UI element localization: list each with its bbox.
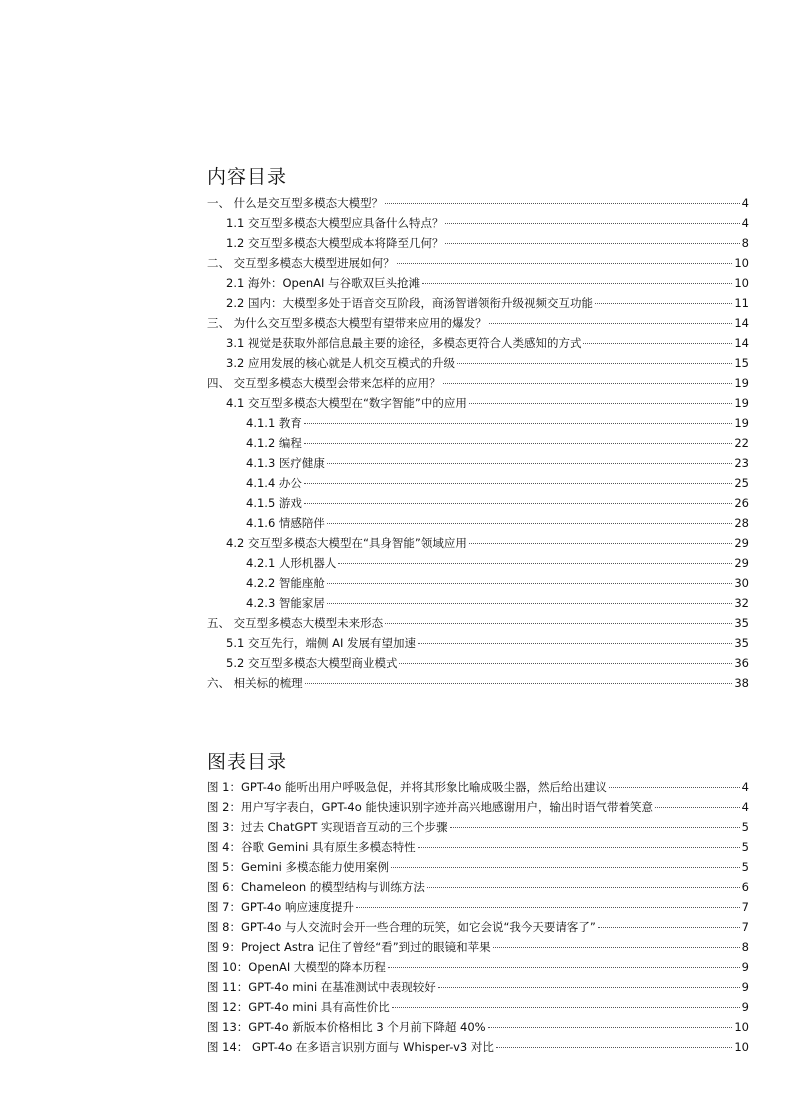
figure-entry[interactable] [207, 877, 749, 897]
toc-entry-page-number: 10 [734, 256, 749, 270]
figure-entry-label: 图 14： GPT-4o 在多语言识别方面与 Whisper-v3 对比 [207, 1040, 494, 1054]
toc-entry-page-number: 32 [734, 596, 749, 610]
figure-entry-label: 图 10：OpenAI 大模型的降本历程 [207, 960, 386, 974]
dot-leader [489, 323, 733, 324]
toc-entry-page-number: 19 [734, 416, 749, 430]
figure-entry[interactable] [207, 917, 749, 937]
dot-leader [469, 543, 733, 544]
figure-entry-page-number: 8 [741, 940, 749, 954]
toc-entry-page-number: 23 [734, 456, 749, 470]
figure-entry-page-number: 9 [741, 960, 749, 974]
toc-entry-page-number: 30 [734, 576, 749, 590]
dot-leader [305, 683, 733, 684]
figure-entry-label: 图 6：Chameleon 的模型结构与训练方法 [207, 880, 425, 894]
toc-entry-label: 4.1.3 医疗健康 [246, 456, 325, 470]
toc-entry[interactable] [207, 213, 749, 233]
toc-entry-label: 3.2 应用发展的核心就是人机交互模式的升级 [226, 356, 455, 370]
figure-entry-label: 图 4：谷歌 Gemini 具有原生多模态特性 [207, 840, 416, 854]
dot-leader [598, 927, 740, 928]
figure-entry-label: 图 12：GPT-4o mini 具有高性价比 [207, 1000, 390, 1014]
dot-leader [457, 363, 732, 364]
toc-entry[interactable] [207, 253, 749, 273]
figure-entry[interactable] [207, 937, 749, 957]
toc-entry-page-number: 4 [741, 216, 749, 230]
dot-leader [422, 283, 732, 284]
figure-entry-label: 图 1：GPT-4o 能听出用户呼吸急促，并将其形象比喻成吸尘器，然后给出建议 [207, 780, 607, 794]
toc-entry[interactable] [207, 453, 749, 473]
figure-list [207, 777, 749, 1057]
dot-leader [327, 583, 732, 584]
figure-entry-page-number: 10 [734, 1040, 749, 1054]
figure-entry-page-number: 4 [741, 780, 749, 794]
toc-entry[interactable] [207, 553, 749, 573]
toc-entry-label: 2.1 海外：OpenAI 与谷歌双巨头抢滩 [226, 276, 421, 290]
dot-leader [304, 423, 732, 424]
toc-entry[interactable] [207, 473, 749, 493]
toc-entry-page-number: 19 [734, 396, 749, 410]
toc-entry-label: 六、 相关标的梳理 [207, 676, 303, 690]
dot-leader [304, 443, 732, 444]
dot-leader [443, 383, 733, 384]
toc-entry-page-number: 19 [734, 376, 749, 390]
toc-entry-label: 一、 什么是交互型多模态大模型？ [207, 196, 384, 210]
figure-entry-page-number: 9 [741, 1000, 749, 1014]
figure-entry[interactable] [207, 897, 749, 917]
toc-entry-label: 5.1 交互先行，端侧 AI 发展有望加速 [226, 636, 417, 650]
dot-leader [385, 203, 740, 204]
figure-entry[interactable] [207, 1037, 749, 1057]
toc-entry[interactable] [207, 633, 749, 653]
figure-entry[interactable] [207, 997, 749, 1017]
toc-entry-label: 5.2 交互型多模态大模型商业模式 [226, 656, 398, 670]
toc-entry-label: 4.2.2 智能座舱 [246, 576, 325, 590]
dot-leader [399, 663, 732, 664]
toc-entry[interactable] [207, 233, 749, 253]
figure-entry-page-number: 5 [741, 820, 749, 834]
toc-entry[interactable] [207, 193, 749, 213]
dot-leader [438, 987, 740, 988]
dot-leader [327, 463, 732, 464]
dot-leader [445, 223, 739, 224]
dot-leader [469, 403, 733, 404]
toc-entry[interactable] [207, 313, 749, 333]
toc-entry-label: 五、 交互型多模态大模型未来形态 [207, 616, 384, 630]
toc-entry-label: 二、 交互型多模态大模型进展如何？ [207, 256, 395, 270]
figure-entry-label: 图 5：Gemini 多模态能力使用案例 [207, 860, 389, 874]
dot-leader [304, 483, 732, 484]
toc-entry[interactable] [207, 513, 749, 533]
figure-entry-label: 图 7：GPT-4o 响应速度提升 [207, 900, 354, 914]
toc-entry[interactable] [207, 273, 749, 293]
toc-entry-label: 4.1.5 游戏 [246, 496, 302, 510]
toc-entry-page-number: 35 [734, 616, 749, 630]
figure-entry[interactable] [207, 797, 749, 817]
toc-entry-label: 4.1.6 情感陪伴 [246, 516, 325, 530]
toc-entry-page-number: 22 [734, 436, 749, 450]
toc-entry-label: 三、 为什么交互型多模态大模型有望带来应用的爆发？ [207, 316, 487, 330]
dot-leader [450, 827, 740, 828]
toc-entry[interactable] [207, 493, 749, 513]
figure-entry[interactable] [207, 777, 749, 797]
dot-leader [418, 847, 740, 848]
dot-leader [392, 1007, 740, 1008]
figure-entry-label: 图 2：用户写字表白，GPT-4o 能快速识别字迹并高兴地感谢用户，输出时语气带着笑意 [207, 800, 653, 814]
toc-entry-label: 2.2 国内：大模型多处于语音交互阶段，商汤智谱领衔升级视频交互功能 [226, 296, 593, 310]
dot-leader [327, 603, 732, 604]
dot-leader [397, 263, 733, 264]
dot-leader [385, 623, 732, 624]
figure-entry[interactable] [207, 977, 749, 997]
toc-entry-label: 4.1 交互型多模态大模型在“数字智能”中的应用 [226, 396, 467, 410]
toc-entry[interactable] [207, 573, 749, 593]
figure-entry-label: 图 8：GPT-4o 与人交流时会开一些合理的玩笑，如它会说“我今天要请客了” [207, 920, 596, 934]
figure-entry-label: 图 3：过去 ChatGPT 实现语音互动的三个步骤 [207, 820, 448, 834]
toc-entry[interactable] [207, 533, 749, 553]
figure-entry-page-number: 7 [741, 920, 749, 934]
toc-entry-label: 4.2.1 人形机器人 [246, 556, 337, 570]
toc-entry[interactable] [207, 293, 749, 313]
toc-entry[interactable] [207, 613, 749, 633]
toc-entry-page-number: 10 [734, 276, 749, 290]
toc-entry-page-number: 35 [734, 636, 749, 650]
toc-entry-page-number: 25 [734, 476, 749, 490]
figure-entry-label: 图 11：GPT-4o mini 在基准测试中表现较好 [207, 980, 436, 994]
toc-list [207, 193, 749, 693]
dot-leader [338, 563, 732, 564]
figure-entry[interactable] [207, 1017, 749, 1037]
toc-entry-label: 4.1.4 办公 [246, 476, 302, 490]
toc-entry[interactable] [207, 673, 749, 693]
dot-leader [356, 907, 740, 908]
toc-entry[interactable] [207, 393, 749, 413]
dot-leader [427, 887, 740, 888]
toc-entry-page-number: 26 [734, 496, 749, 510]
toc-entry[interactable] [207, 433, 749, 453]
toc-entry[interactable] [207, 593, 749, 613]
figure-entry-label: 图 13：GPT-4o 新版本价格相比 3 个月前下降超 40% [207, 1020, 486, 1034]
toc-entry-page-number: 29 [734, 556, 749, 570]
figure-list-title: 图表目录 [207, 751, 288, 773]
toc-entry-label: 1.1 交互型多模态大模型应具备什么特点？ [226, 216, 444, 230]
toc-entry-page-number: 8 [741, 236, 749, 250]
toc-entry-label: 4.1.1 教育 [246, 416, 302, 430]
toc-entry-page-number: 28 [734, 516, 749, 530]
dot-leader [583, 343, 732, 344]
dot-leader [388, 967, 740, 968]
figure-entry[interactable] [207, 837, 749, 857]
toc-entry-label: 4.2.3 智能家居 [246, 596, 325, 610]
toc-entry-page-number: 15 [734, 356, 749, 370]
dot-leader [496, 1047, 732, 1048]
figure-entry[interactable] [207, 817, 749, 837]
toc-entry-label: 4.2 交互型多模态大模型在“具身智能”领域应用 [226, 536, 467, 550]
toc-entry-label: 3.1 视觉是获取外部信息最主要的途径，多模态更符合人类感知的方式 [226, 336, 582, 350]
toc-entry-label: 1.2 交互型多模态大模型成本将降至几何？ [226, 236, 444, 250]
toc-entry-page-number: 14 [734, 336, 749, 350]
dot-leader [493, 947, 740, 948]
toc-entry[interactable] [207, 653, 749, 673]
figure-entry-page-number: 5 [741, 840, 749, 854]
figure-entry[interactable] [207, 957, 749, 977]
toc-entry-label: 4.1.2 编程 [246, 436, 302, 450]
toc-entry[interactable] [207, 373, 749, 393]
figure-entry-page-number: 9 [741, 980, 749, 994]
figure-entry-page-number: 5 [741, 860, 749, 874]
toc-entry-page-number: 36 [734, 656, 749, 670]
toc-entry[interactable] [207, 353, 749, 373]
toc-entry-page-number: 38 [734, 676, 749, 690]
toc-entry[interactable] [207, 333, 749, 353]
dot-leader [655, 807, 740, 808]
figure-entry-page-number: 6 [741, 880, 749, 894]
toc-entry-page-number: 29 [734, 536, 749, 550]
dot-leader [488, 1027, 733, 1028]
dot-leader [418, 643, 732, 644]
dot-leader [391, 867, 740, 868]
dot-leader [304, 503, 732, 504]
toc-entry-page-number: 4 [741, 196, 749, 210]
toc-title: 内容目录 [207, 166, 288, 188]
dot-leader [445, 243, 739, 244]
toc-entry-page-number: 14 [734, 316, 749, 330]
dot-leader [327, 523, 732, 524]
toc-entry[interactable] [207, 413, 749, 433]
dot-leader [609, 787, 740, 788]
figure-entry-page-number: 10 [734, 1020, 749, 1034]
toc-entry-page-number: 11 [734, 296, 749, 310]
toc-entry-label: 四、 交互型多模态大模型会带来怎样的应用？ [207, 376, 441, 390]
figure-entry[interactable] [207, 857, 749, 877]
figure-entry-page-number: 4 [741, 800, 749, 814]
figure-entry-label: 图 9：Project Astra 记住了曾经“看”到过的眼镜和苹果 [207, 940, 491, 954]
figure-entry-page-number: 7 [741, 900, 749, 914]
dot-leader [595, 303, 732, 304]
